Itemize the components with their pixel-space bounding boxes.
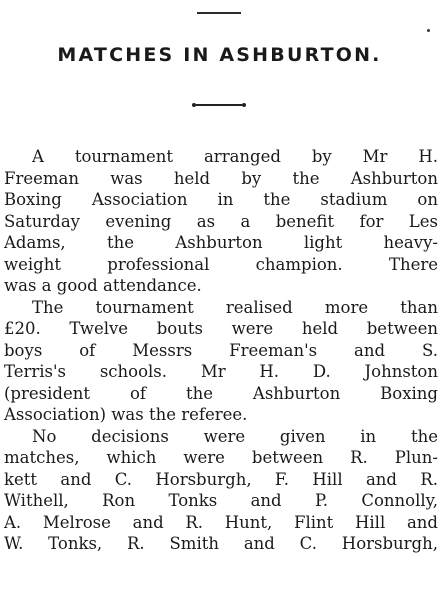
paragraph-1-line-4: Saturday evening as a benefit for Les [4,211,438,231]
paragraph-3-line-5: A. Melrose and R. Hunt, Flint Hill and [4,512,438,532]
paragraph-1-line-5: Adams, the Ashburton light heavy- [4,233,438,252]
paragraph-2-line-2: £20. Twelve bouts were held between [4,319,438,338]
paragraph-3-line-3: kett and C. Horsburgh, F. Hill and R. [4,469,438,489]
paragraph-3-line-4: Withell, Ron Tonks and P. Connolly, [4,491,438,510]
paragraph-1-line-2: Freeman was held by the Ashburton [4,168,438,188]
paragraph-2-line-5: (president of the Ashburton Boxing [4,383,438,403]
paragraph-3-line-1: No decisions were given in the [32,426,438,446]
paragraph-1-line-3: Boxing Association in the stadium on [4,190,438,209]
paragraph-1-line-7: was a good attendance. [4,276,202,295]
headline-divider [192,103,246,107]
paragraph-3-line-6: W. Tonks, R. Smith and C. Horsburgh, [4,534,438,553]
paragraph-2-line-6: Association) was the referee. [4,405,248,424]
paragraph-2-line-1: The tournament realised more than [32,297,438,317]
paragraph-1-line-6: weight professional champion. There [4,254,438,274]
paragraph-2-line-3: boys of Messrs Freeman's and S. [4,340,438,360]
top-rule [197,12,241,14]
ink-speck [427,29,430,32]
article-body [4,146,438,555]
paragraph-2-line-4: Terris's schools. Mr H. D. Johnston [4,362,438,381]
paragraph-3-line-2: matches, which were between R. Plun- [4,448,438,467]
paragraph-1-line-1: A tournament arranged by Mr H. [32,147,438,166]
article-headline: MATCHES IN ASHBURTON. [57,44,382,66]
